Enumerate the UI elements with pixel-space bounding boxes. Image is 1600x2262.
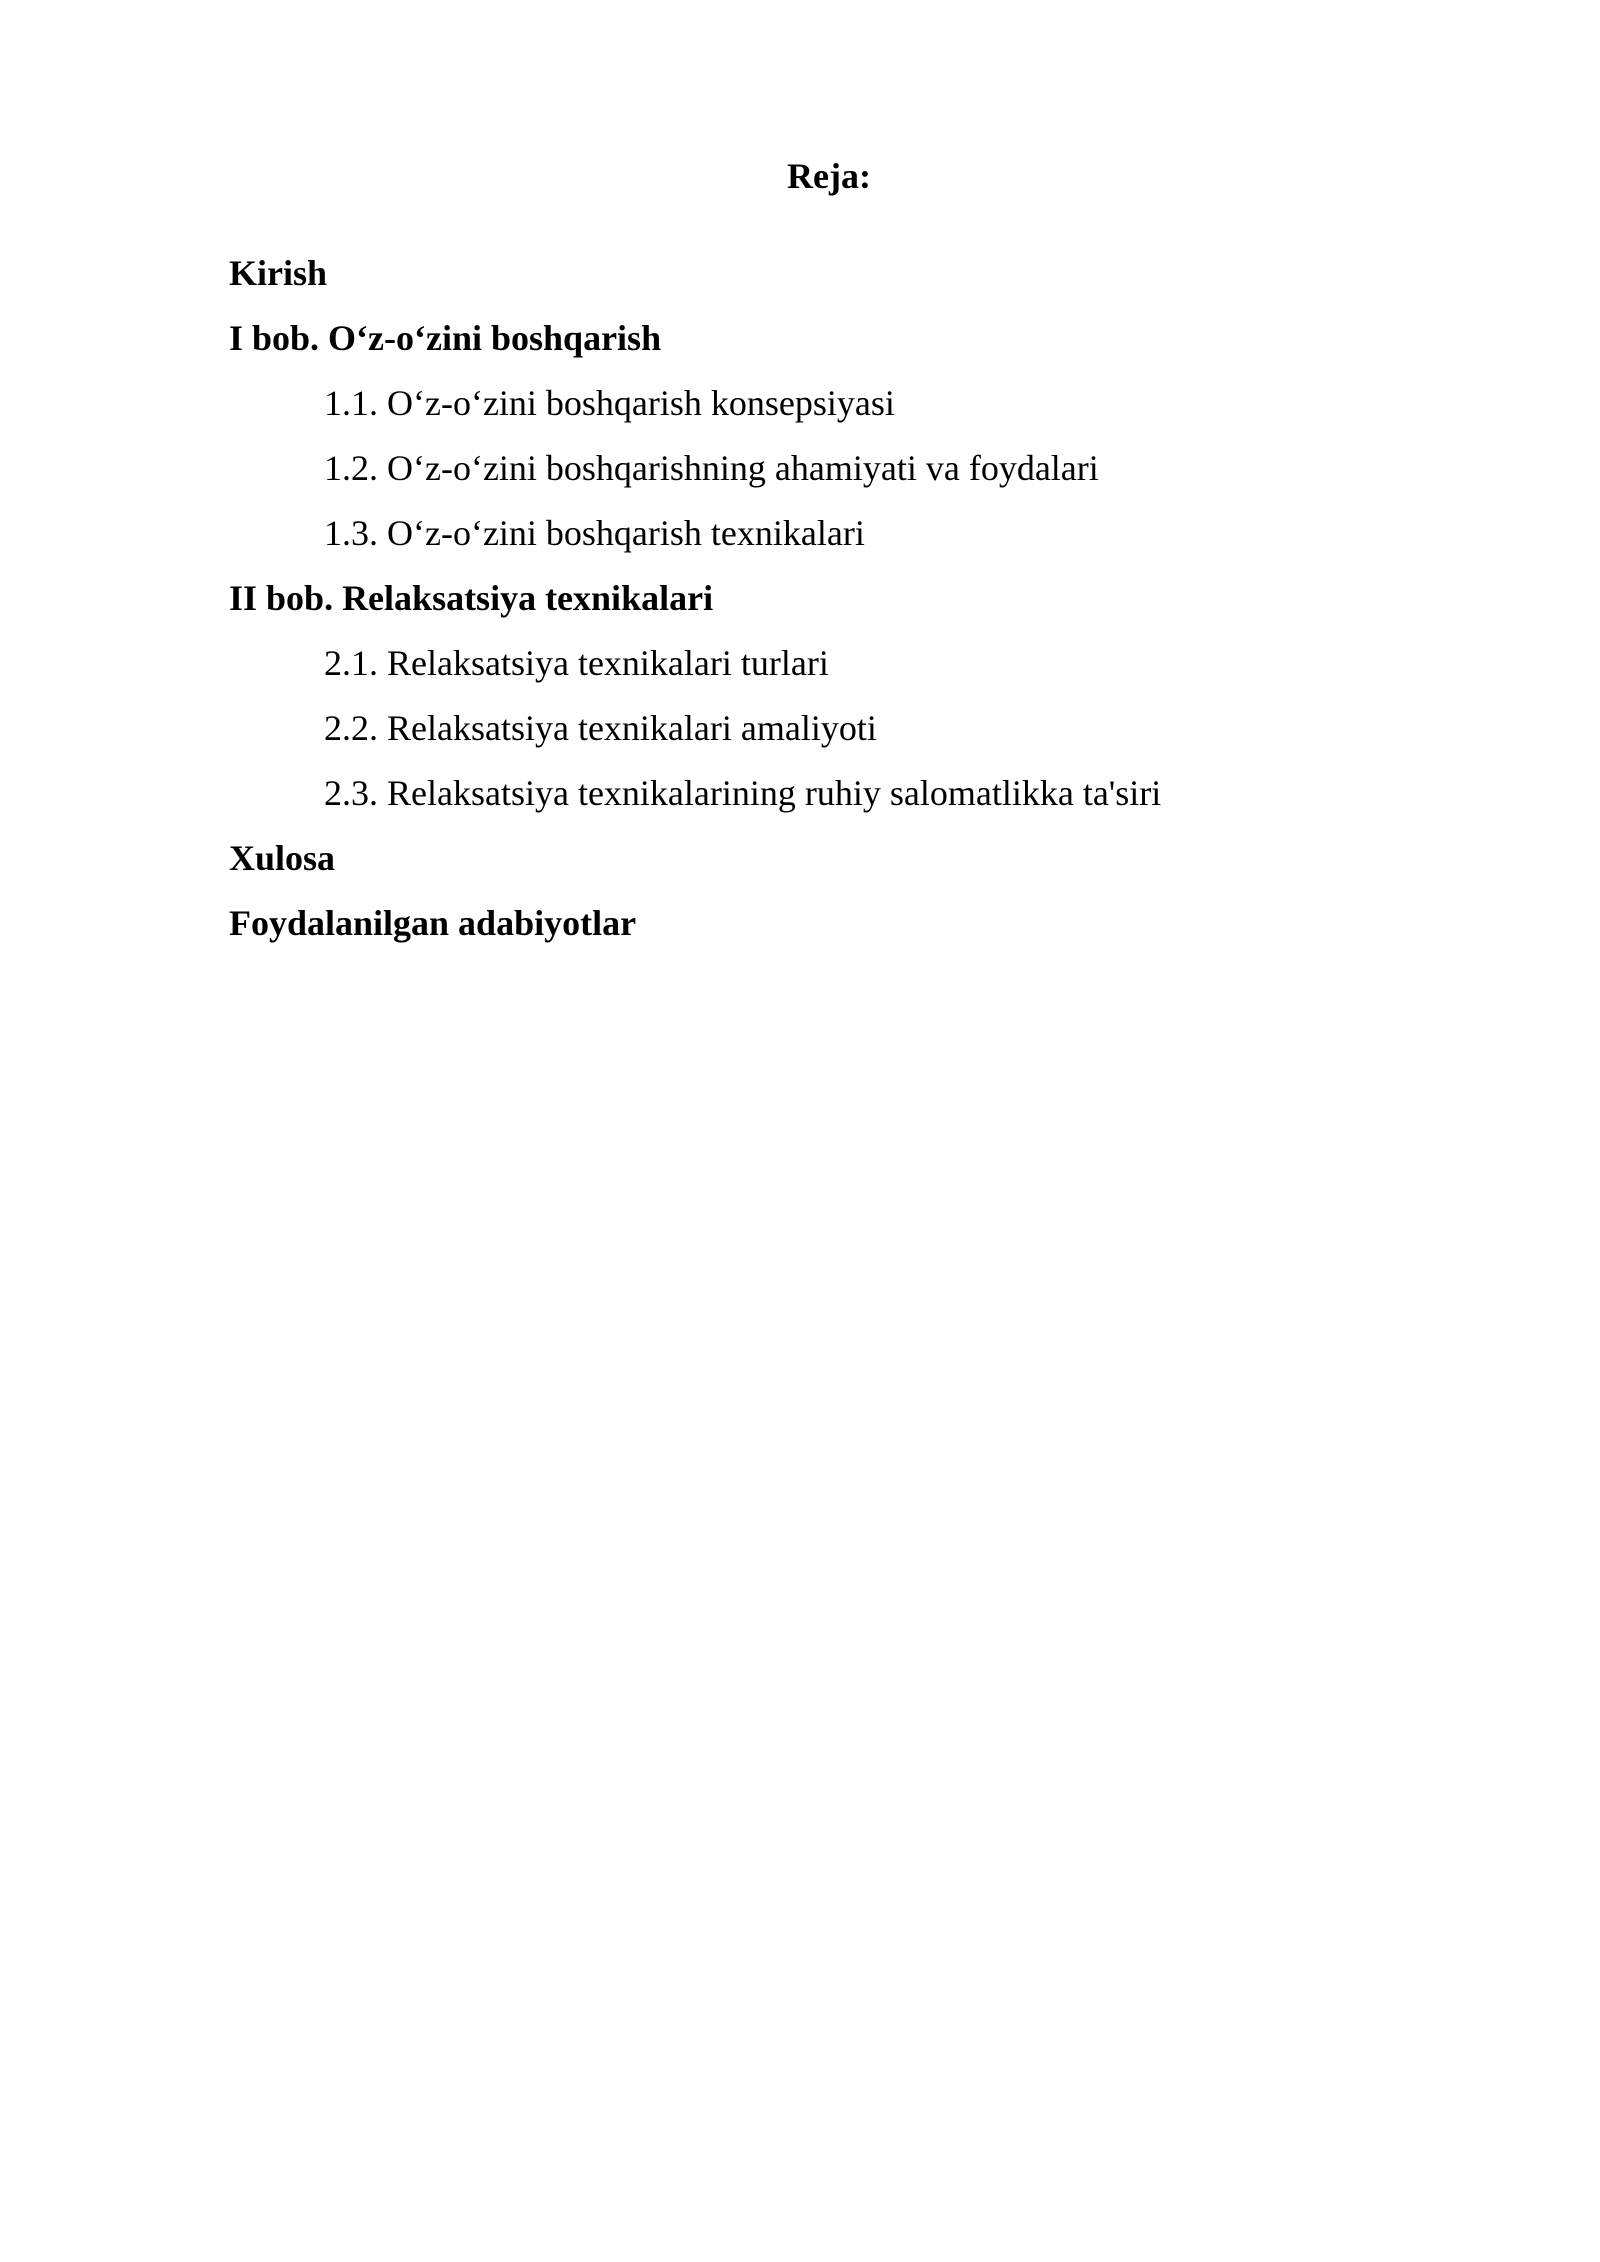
toc-item-references: Foydalanilgan adabiyotlar xyxy=(229,903,637,943)
toc-chapter-1: I bob. O‘z-o‘zini boshqarish xyxy=(229,318,662,358)
toc-section-2-3: 2.3. Relaksatsiya texnikalarining ruhiy salomatlikka ta'siri xyxy=(324,773,1162,813)
toc-item-conclusion: Xulosa xyxy=(229,838,336,878)
toc-chapter-2: II bob. Relaksatsiya texnikalari xyxy=(229,578,714,618)
toc-section-1-3: 1.3. O‘z-o‘zini boshqarish texnikalari xyxy=(324,513,865,553)
toc-section-2-2: 2.2. Relaksatsiya texnikalari amaliyoti xyxy=(324,708,877,748)
toc-section-2-1: 2.1. Relaksatsiya texnikalari turlari xyxy=(324,643,829,683)
table-of-contents xyxy=(229,247,1429,962)
toc-section-1-1: 1.1. O‘z-o‘zini boshqarish konsepsiyasi xyxy=(324,383,895,423)
toc-section-1-2: 1.2. O‘z-o‘zini boshqarishning ahamiyati va foydalari xyxy=(324,448,1099,488)
toc-item-introduction: Kirish xyxy=(229,253,328,293)
page-title: Reja: xyxy=(787,156,871,196)
